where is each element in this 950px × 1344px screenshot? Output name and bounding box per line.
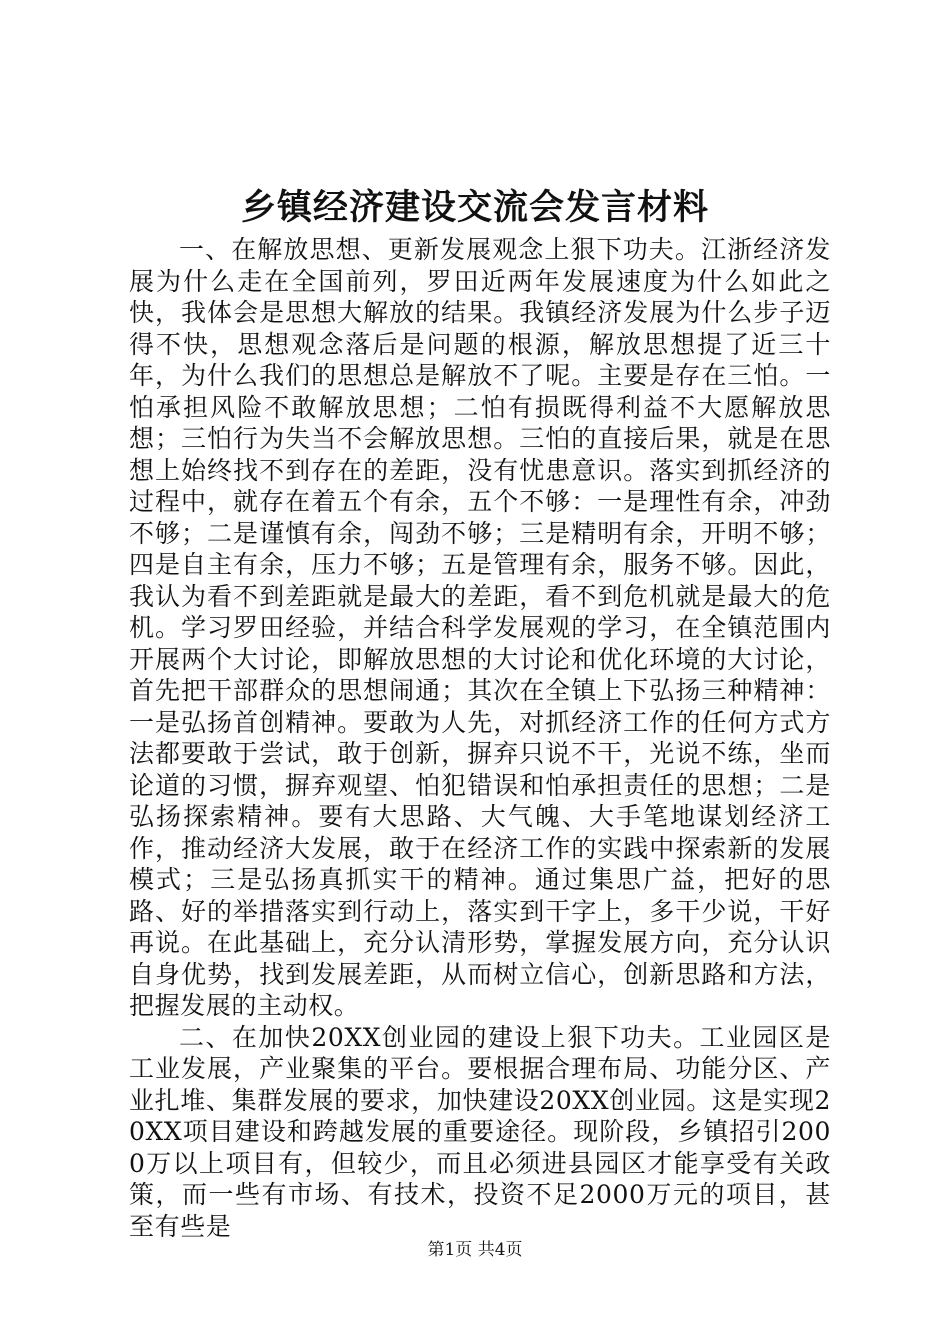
document-body (129, 234, 831, 1242)
page-footer: 第1页 共4页 (427, 1240, 523, 1260)
paragraph-2: 二、在加快20XX创业园的建设上狠下功夫。工业园区是工业发展，产业聚集的平台。要根据合理布局、功能分区、产业扎堆、集群发展的要求，加快建设20XX创业园。这是实现20XX项目建设和跨越发展的重要途径。现阶段，乡镇招引2000万以上项目有，但较少，而且必须进县园区才能享受有关政策，而一些有市场、有技术，投资不足2000万元的项目，甚至有些是 (129, 1022, 831, 1241)
document-title: 乡镇经济建设交流会发言材料 (240, 187, 709, 228)
paragraph-1: 一、在解放思想、更新发展观念上狠下功夫。江浙经济发展为什么走在全国前列，罗田近两年发展速度为什么如此之快，我体会是思想大解放的结果。我镇经济发展为什么步子迈得不快，思想观念落后是问题的根源，解放思想提了近三十年，为什么我们的思想总是解放不了呢。主要是存在三怕。一怕承担风险不敢解放思想；二怕有损既得利益不大愿解放思想；三怕行为失当不会解放思想。三怕的直接后果，就是在思想上始终找不到存在的差距，没有忧患意识。落实到抓经济的过程中，就存在着五个有余，五个不够：一是理性有余，冲劲不够；二是谨慎有余，闯劲不够；三是精明有余，开明不够；四是自主有余，压力不够；五是管理有余，服务不够。因此，我认为看不到差距就是最大的差距，看不到危机就是最大的危机。学习罗田经验，并结合科学发展观的学习，在全镇范围内开展两个大讨论，即解放思想的大讨论和优化环境的大讨论，首先把干部群众的思想闹通；其次在全镇上下弘扬三种精神：一是弘扬首创精神。要敢为人先，对抓经济工作的任何方式方法都要敢于尝试，敢于创新，摒弃只说不干，光说不练，坐而论道的习惯，摒弃观望、怕犯错误和怕承担责任的思想；二是弘扬探索精神。要有大思路、大气魄、大手笔地谋划经济工作，推动经济大发展，敢于在经济工作的实践中探索新的发展模式；三是弘扬真抓实干的精神。通过集思广益，把好的思路、好的举措落实到行动上，落实到干字上，多干少说，干好再说。在此基础上，充分认清形势，掌握发展方向，充分认识自身优势，找到发展差距，从而树立信心，创新思路和方法，把握发展的主动权。 (129, 235, 831, 1020)
